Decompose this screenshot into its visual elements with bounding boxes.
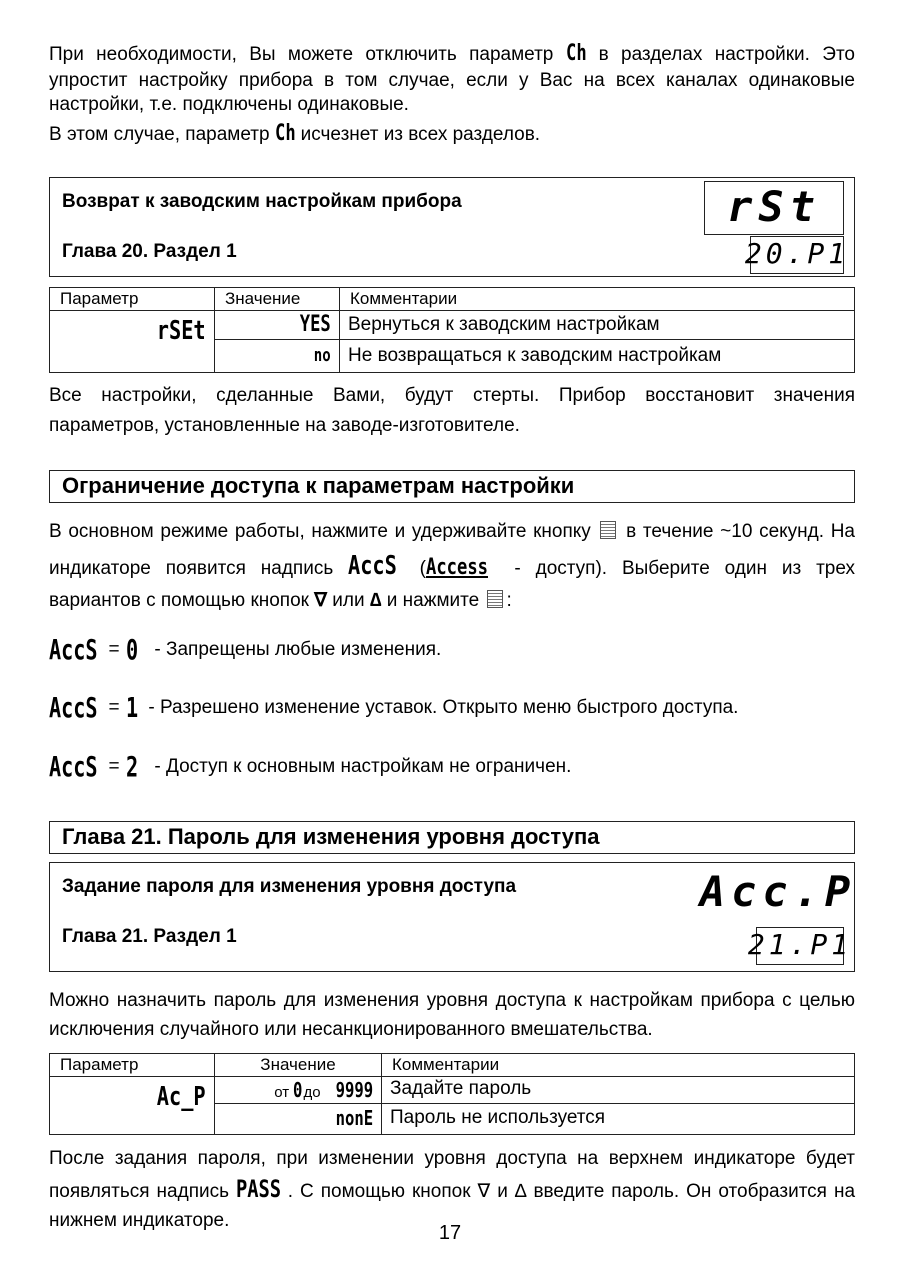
access-option-text: - Запрещены любые изменения. (154, 638, 442, 660)
table-row (50, 1076, 855, 1103)
header-comment: Комментарии (340, 287, 855, 310)
access-option-1 (49, 690, 855, 726)
access-text-f: и нажмите (386, 590, 480, 612)
range-to: 9999 (335, 1077, 373, 1102)
header-value: Значение (215, 1053, 382, 1076)
access-option-2 (49, 749, 855, 785)
intro-paragraph (49, 40, 855, 118)
final-text-c: и (497, 1181, 508, 1203)
password-box-chapter: Глава 21. Раздел 1 (62, 925, 237, 947)
access-paragraph (49, 517, 855, 616)
final-text-d: введите пароль. Он отобразится на нижнем индикаторе. (49, 1181, 856, 1231)
password-display-top: Acc.P (699, 867, 857, 917)
up-arrow-icon: ∆ (514, 1181, 527, 1203)
range-from-label: от (274, 1083, 290, 1101)
access-text-b: в течение ~10 секунд. На индикаторе появится надпись (49, 520, 855, 580)
comment-cell: Задайте пароль (382, 1076, 855, 1103)
reset-table (49, 287, 855, 374)
final-text-a: После задания пароля, при изменении уровня доступа на верхнем индикаторе будет появляться надпись (49, 1147, 855, 1203)
access-text-a: В основном режиме работы, нажмите и удерживайте кнопку (49, 520, 591, 542)
password-display-bottom: 21.P1 (756, 927, 844, 965)
equals-sign: = (108, 638, 120, 660)
range-to-label: до (303, 1083, 321, 1101)
value-none: nonE (335, 1105, 373, 1130)
intro-text-4: исчезнет из всех разделов. (300, 123, 541, 145)
param-cell (50, 310, 215, 373)
pass-label: PASS (235, 1175, 282, 1204)
header-param: Параметр (50, 287, 215, 310)
intro-paragraph-2 (49, 120, 855, 149)
param-acp: Ac_P (157, 1081, 206, 1112)
reset-title: Возврат к заводским настройкам прибора (62, 190, 462, 212)
down-arrow-icon: ∇ (477, 1181, 491, 1203)
param-rset: rSEt (157, 315, 206, 346)
comment-cell: Пароль не используется (382, 1103, 855, 1134)
reset-display-bottom: 20.P1 (750, 236, 844, 274)
range-from: 0 (293, 1077, 303, 1102)
table-header-row (50, 1053, 855, 1076)
up-arrow-icon: ∆ (369, 590, 382, 612)
access-text-e: или (332, 590, 365, 612)
accs-label: AccS (348, 551, 397, 582)
reset-note: Все настройки, сделанные Вами, будут стерты. Прибор восстановит значения параметров, установленные на заводе-изготовителе. (49, 385, 855, 436)
accs-label: AccS (49, 691, 98, 725)
header-comment: Комментарии (382, 1053, 855, 1076)
intro-text-1: При необходимости, Вы можете отключить параметр (49, 44, 554, 65)
comment-cell: Не возвращаться к заводским настройкам (340, 340, 855, 373)
intro-text-2: в разделах настройки. Это упростит настройку прибора в том случае, если у Вас на всех каналах одинаковые настройки, т.е. подключены одинаковые. (49, 44, 856, 116)
accs-label: AccS (49, 632, 98, 666)
access-value: 2 (125, 749, 138, 783)
equals-sign: = (108, 755, 120, 777)
value-yes: YES (299, 311, 331, 337)
access-text-d: - доступ). Выберите один из трех вариантов с помощью кнопок (49, 558, 856, 612)
access-text-g: : (506, 590, 512, 612)
password-table (49, 1053, 855, 1135)
equals-sign: = (108, 697, 120, 719)
access-section-title: Ограничение доступа к параметрам настройки (49, 470, 855, 503)
param-ch: Ch (565, 41, 587, 66)
down-arrow-icon: ∇ (314, 590, 327, 612)
value-cell (215, 1103, 382, 1134)
access-text-c: ( (419, 558, 426, 580)
param-cell (50, 1076, 215, 1134)
access-value: 1 (125, 691, 138, 725)
table-row (50, 310, 855, 340)
menu-button-icon (487, 590, 503, 608)
param-ch-2: Ch (274, 120, 296, 146)
value-cell (215, 340, 340, 373)
final-text-b: . С помощью кнопок (287, 1181, 471, 1203)
access-option-text: - Доступ к основным настройкам не ограничен. (154, 755, 572, 777)
chapter21-title: Глава 21. Пароль для изменения уровня доступа (49, 821, 855, 854)
page-number: 17 (438, 1222, 462, 1244)
access-option-0 (49, 632, 855, 668)
table-header-row (50, 287, 855, 310)
header-value: Значение (215, 287, 340, 310)
value-no: no (314, 344, 331, 366)
intro-text-3: В этом случае, параметр (49, 123, 270, 145)
page (49, 40, 855, 1235)
value-cell (215, 1076, 382, 1103)
header-param: Параметр (50, 1053, 215, 1076)
password-header-box (49, 862, 855, 972)
password-box-title: Задание пароля для изменения уровня доступа (62, 875, 517, 897)
reset-header-box (49, 177, 855, 277)
value-cell (215, 310, 340, 340)
comment-cell: Вернуться к заводским настройкам (340, 310, 855, 340)
access-value: 0 (125, 632, 138, 666)
accs-label: AccS (49, 749, 98, 783)
access-word: Access (426, 555, 488, 581)
access-option-text: - Разрешено изменение уставок. Открыто меню быстрого доступа. (148, 697, 739, 719)
menu-button-icon (600, 521, 616, 539)
password-note: Можно назначить пароль для изменения уровня доступа к настройкам прибора с целью исключения случайного или несанкционированного вмешательства. (49, 989, 855, 1041)
reset-display-top: rSt (704, 181, 844, 235)
reset-chapter: Глава 20. Раздел 1 (62, 240, 237, 262)
